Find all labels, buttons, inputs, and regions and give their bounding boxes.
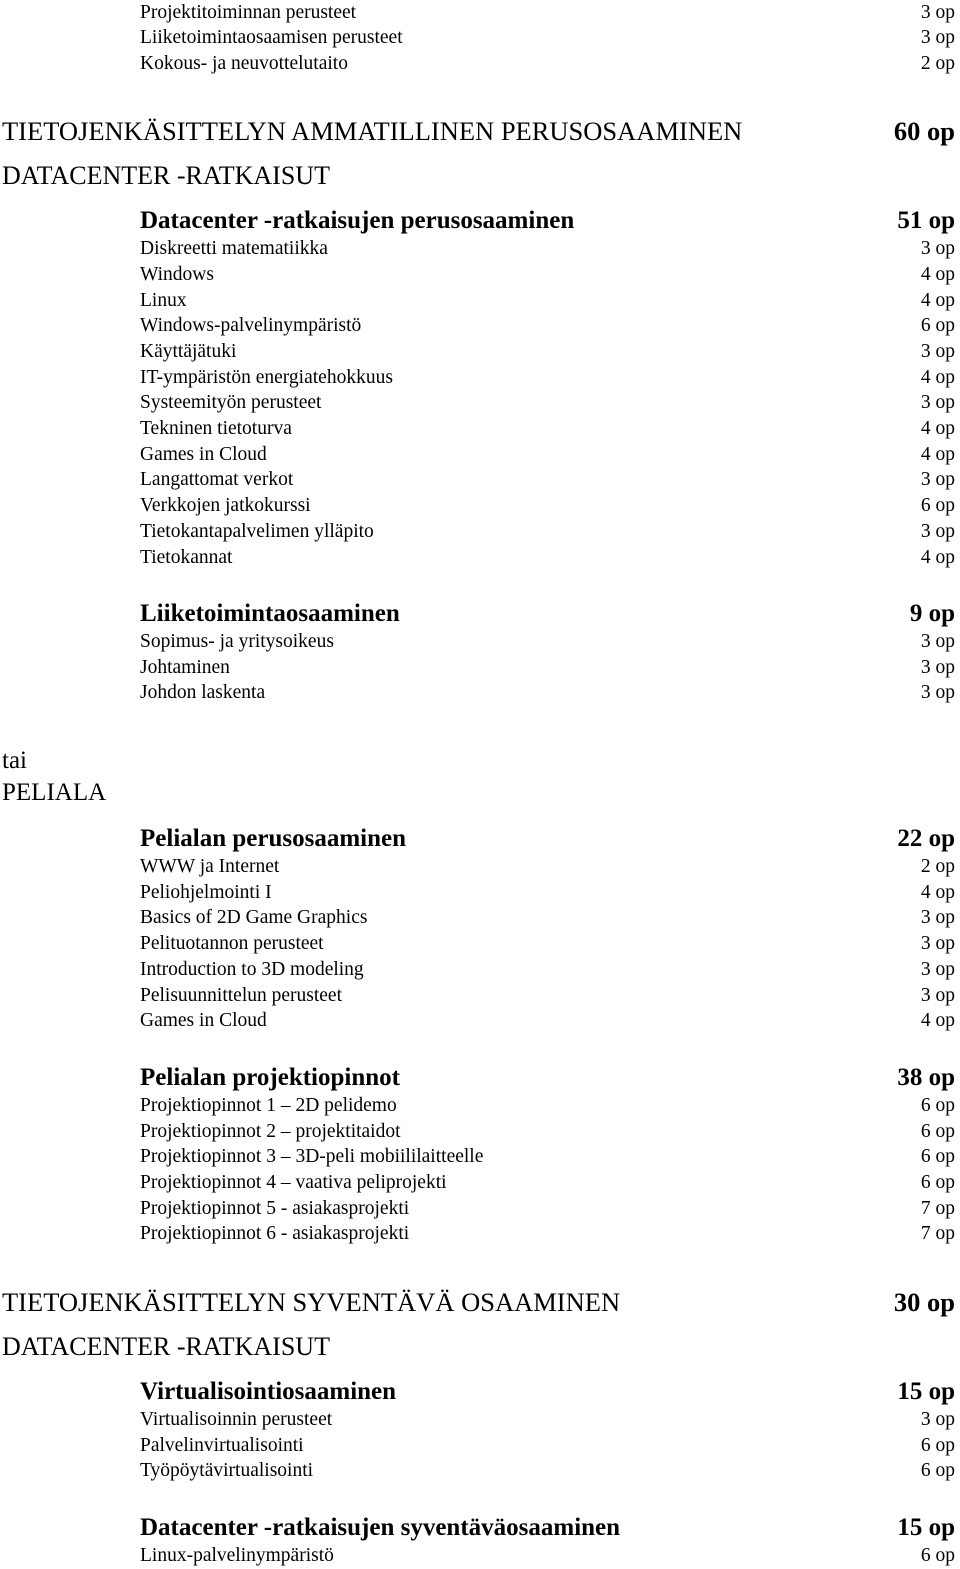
course-row: [0, 0, 960, 26]
course-credits: 4 op: [920, 547, 955, 568]
group-credits: 15 op: [897, 1514, 955, 1541]
course-row: [0, 493, 960, 519]
course-row: [0, 880, 960, 906]
course-credits: 3 op: [920, 682, 955, 703]
course-row: [0, 51, 960, 77]
course-row: [0, 1119, 960, 1145]
course-credits: 6 op: [920, 1095, 955, 1116]
course-name: Windows: [140, 264, 214, 285]
track-title: DATACENTER -RATKAISUT: [2, 1332, 330, 1361]
section-title: TIETOJENKÄSITTELYN SYVENTÄVÄ OSAAMINEN: [2, 1287, 621, 1317]
section-credits: 60 op: [893, 116, 955, 146]
group-title: Datacenter -ratkaisujen perusosaaminen: [140, 207, 575, 234]
course-name: Johdon laskenta: [140, 682, 266, 703]
course-credits: 3 op: [920, 341, 955, 362]
course-credits: 3 op: [920, 657, 955, 678]
course-row: [0, 390, 960, 416]
track-heading: [0, 1329, 960, 1365]
group-title: Virtualisointiosaaminen: [140, 1378, 397, 1405]
course-row: [0, 416, 960, 442]
course-row: [0, 1407, 960, 1433]
course-row: [0, 1433, 960, 1459]
course-row: [0, 262, 960, 288]
course-row: [0, 1221, 960, 1247]
course-name: Pelituotannon perusteet: [140, 933, 324, 954]
course-row: [0, 1458, 960, 1484]
course-row: [0, 680, 960, 706]
course-row: [0, 1196, 960, 1222]
course-row: [0, 905, 960, 931]
course-row: [0, 1543, 960, 1569]
course-name: Liiketoimintaosaamisen perusteet: [140, 27, 403, 48]
course-credits: 4 op: [920, 1010, 955, 1031]
course-credits: 3 op: [920, 959, 955, 980]
course-name: Games in Cloud: [140, 444, 267, 465]
course-name: Peliohjelmointi I: [140, 882, 272, 903]
course-credits: 3 op: [920, 2, 955, 23]
course-name: Projektiopinnot 3 – 3D-peli mobiililaitteelle: [140, 1146, 484, 1167]
course-name: Johtaminen: [140, 657, 230, 678]
course-name: Diskreetti matematiikka: [140, 238, 328, 259]
course-name: Tietokantapalvelimen ylläpito: [140, 521, 374, 542]
course-name: Windows-palvelinympäristö: [140, 315, 362, 336]
group-credits: 38 op: [897, 1064, 955, 1091]
course-credits: 4 op: [920, 418, 955, 439]
course-name: Linux: [140, 290, 187, 311]
course-name: Linux-palvelinympäristö: [140, 1545, 334, 1566]
course-credits: 6 op: [920, 1121, 955, 1142]
course-name: Projektiopinnot 4 – vaativa peliprojekti: [140, 1172, 447, 1193]
course-row: [0, 442, 960, 468]
course-credits: 3 op: [920, 985, 955, 1006]
or-text-row: [0, 745, 960, 777]
course-credits: 6 op: [920, 1545, 955, 1566]
course-credits: 3 op: [920, 392, 955, 413]
group-heading: [0, 597, 960, 631]
course-row: [0, 983, 960, 1009]
course-name: WWW ja Internet: [140, 856, 280, 877]
course-row: [0, 519, 960, 545]
group-title: Liiketoimintaosaaminen: [140, 600, 400, 627]
course-name: Games in Cloud: [140, 1010, 267, 1031]
course-name: Projektiopinnot 1 – 2D pelidemo: [140, 1095, 397, 1116]
course-row: [0, 854, 960, 880]
course-name: Introduction to 3D modeling: [140, 959, 364, 980]
course-name: Kokous- ja neuvottelutaito: [140, 53, 348, 74]
group-title: Pelialan perusosaaminen: [140, 825, 406, 852]
course-row: [0, 1170, 960, 1196]
course-credits: 6 op: [920, 315, 955, 336]
course-credits: 3 op: [920, 521, 955, 542]
group-heading: [0, 1375, 960, 1409]
course-credits: 3 op: [920, 933, 955, 954]
course-credits: 4 op: [920, 444, 955, 465]
course-row: [0, 339, 960, 365]
section-title: TIETOJENKÄSITTELYN AMMATILLINEN PERUSOSAAMINEN: [2, 116, 743, 146]
course-row: [0, 1093, 960, 1119]
group-heading: [0, 822, 960, 856]
course-credits: 6 op: [920, 1146, 955, 1167]
course-name: Tietokannat: [140, 547, 233, 568]
course-name: Projektiopinnot 5 - asiakasprojekti: [140, 1198, 410, 1219]
course-credits: 3 op: [920, 907, 955, 928]
track-heading: [0, 777, 960, 809]
course-name: Pelisuunnittelun perusteet: [140, 985, 343, 1006]
course-name: Sopimus- ja yritysoikeus: [140, 631, 334, 652]
course-name: Työpöytävirtualisointi: [140, 1460, 314, 1481]
course-name: IT-ympäristön energiatehokkuus: [140, 367, 393, 388]
group-heading: [0, 1511, 960, 1545]
course-credits: 3 op: [920, 238, 955, 259]
course-row: [0, 467, 960, 493]
course-row: [0, 236, 960, 262]
course-row: [0, 313, 960, 339]
course-name: Palvelinvirtualisointi: [140, 1435, 304, 1456]
course-name: Systeemityön perusteet: [140, 392, 322, 413]
or-text: tai: [2, 747, 27, 774]
course-name: Projektiopinnot 2 – projektitaidot: [140, 1121, 401, 1142]
course-credits: 6 op: [920, 495, 955, 516]
course-credits: 3 op: [920, 469, 955, 490]
course-row: [0, 288, 960, 314]
course-row: [0, 655, 960, 681]
group-credits: 22 op: [897, 825, 955, 852]
section-credits: 30 op: [893, 1287, 955, 1317]
course-row: [0, 1144, 960, 1170]
course-name: Langattomat verkot: [140, 469, 294, 490]
course-credits: 6 op: [920, 1435, 955, 1456]
course-name: Basics of 2D Game Graphics: [140, 907, 368, 928]
course-credits: 4 op: [920, 264, 955, 285]
course-name: Projektitoiminnan perusteet: [140, 2, 357, 23]
group-credits: 51 op: [897, 207, 955, 234]
course-row: [0, 957, 960, 983]
course-row: [0, 1008, 960, 1034]
course-name: Virtualisoinnin perusteet: [140, 1409, 333, 1430]
group-credits: 15 op: [897, 1378, 955, 1405]
course-row: [0, 545, 960, 571]
course-credits: 4 op: [920, 290, 955, 311]
course-credits: 3 op: [920, 1409, 955, 1430]
group-heading: [0, 1061, 960, 1095]
course-credits: 6 op: [920, 1460, 955, 1481]
course-name: Tekninen tietoturva: [140, 418, 292, 439]
course-name: Käyttäjätuki: [140, 341, 237, 362]
course-credits: 4 op: [920, 882, 955, 903]
course-credits: 3 op: [920, 27, 955, 48]
course-row: [0, 365, 960, 391]
course-credits: 7 op: [920, 1198, 955, 1219]
course-credits: 2 op: [920, 856, 955, 877]
group-title: Pelialan projektiopinnot: [140, 1064, 400, 1091]
track-heading: [0, 158, 960, 194]
course-credits: 6 op: [920, 1172, 955, 1193]
course-row: [0, 25, 960, 51]
course-row: [0, 931, 960, 957]
track-title: PELIALA: [2, 779, 107, 806]
section-heading: [0, 112, 960, 150]
course-credits: 4 op: [920, 367, 955, 388]
group-credits: 9 op: [909, 600, 955, 627]
course-credits: 3 op: [920, 631, 955, 652]
course-credits: 2 op: [920, 53, 955, 74]
course-name: Projektiopinnot 6 - asiakasprojekti: [140, 1223, 410, 1244]
course-row: [0, 629, 960, 655]
group-heading: [0, 204, 960, 238]
track-title: DATACENTER -RATKAISUT: [2, 161, 330, 190]
course-credits: 7 op: [920, 1223, 955, 1244]
group-title: Datacenter -ratkaisujen syventäväosaaminen: [140, 1514, 621, 1541]
section-heading: [0, 1283, 960, 1321]
course-name: Verkkojen jatkokurssi: [140, 495, 311, 516]
